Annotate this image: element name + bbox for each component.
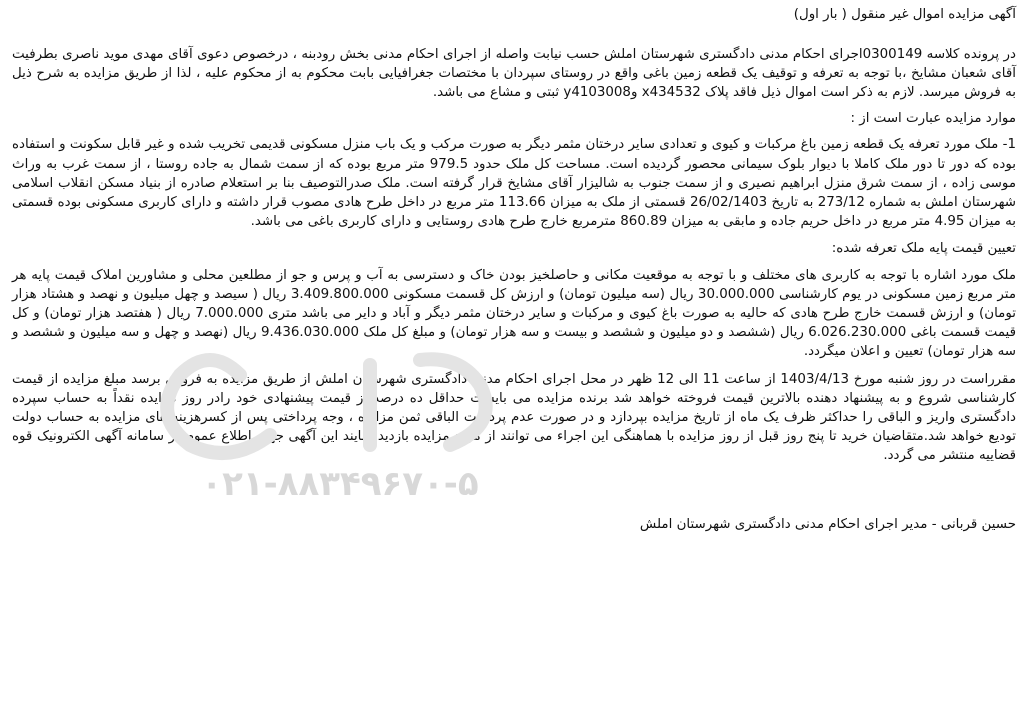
signature-line: حسین قربانی - مدیر اجرای احکام مدنی دادگستری شهرستان املش (639, 516, 1016, 532)
watermark-phone: ۰۲۱-۸۸۳۴۹۶۷۰-۵ (201, 464, 479, 504)
notice-intro-paragraph: در پرونده کلاسه 0300149اجرای احکام مدنی دادگستری شهرستان املش حسب نیابت واصله از اجرای احکام مدنی بخش رودبنه ، درخصوص دعوی آقای مهدی موید ناصری بطرفیت آقای شعبان مشایخ ،با توجه به تعرفه و توقیف یک قطعه زمین باغی واقع در روستای سپردان با مختصات جغرافیایی بابت محکوم به از محکوم علیه ، لذا از طریق مزایده به شرح ذیل به فروش میرسد. لازم به ذکر است اموال ذیل فاقد پلاک x434532 وy4103008 ثبتی و مشاع می باشد. (12, 47, 1016, 101)
auction-items-heading: موارد مزایده عبارت است از : (850, 111, 1016, 127)
auction-terms-paragraph: مقرراست در روز شنبه مورخ 1403/4/13 از ساعت 11 الی 12 ظهر در محل اجرای احکام مدنی دادگستری شهرستان املش از طریق مزایده به فروش برسد مبلغ مزایده از قیمت کارشناسی شروع و به پیشنهاد دهنده بالاترین قیمت فروخته خواهد شد برنده مزایده می بایست حداقل ده درصد از قیمت پیشنهادی خود رادر روز مزایده نقداً به حساب سپرده دادگستری واریز و الباقی را حداکثر ظرف یک ماه از تاریخ مزایده بپردازد و در صورت عدم پرداخت الباقی ثمن مزایده ، وجه پرداختی پس از کسرهزینه های مزایده به حساب دولت تودیع خواهد شد.متقاضیان خرید تا پنج روز قبل از روز مزایده با هماهنگی این اجراء می توانند از مورد مزایده بازدید نمایند این آگهی جهت اطلاع عموم در سامانه آگهی الکترونیک قوه قضاییه منتشر می گردد. (12, 371, 1017, 463)
notice-title: آگهی مزایده اموال غیر منقول ( بار اول) (793, 7, 1016, 22)
valuation-heading: تعیین قیمت پایه ملک تعرفه شده: (831, 240, 1016, 256)
auction-item-1-paragraph: 1- ملک مورد تعرفه یک قطعه زمین باغ مرکبات و کیوی و تعدادی سایر درختان مثمر دیگر به صورت مرکب و یک باب منزل مسکونی قدیمی تخریب شده و غیر قابل سکونت و استفاده بوده که دور تا دور ملک کاملا با دیوار بلوک سیمانی محصور گردیده است. مساحت کل ملک حدود 979.5 متر مربع بوده که از سمت شمال به جاده روستا ، از سمت غرب به وراث موسی زاده ، از سمت شرق منزل ابراهیم نصیری و از سمت جنوب به شالیزار آقای مشایخ قرار گرفته است. ملک صدرالتوصیف بنا بر استعلام صادره از بنیاد مسکن انقلاب اسلامی شهرستان املش به شماره 273/12 به تاریخ 26/02/1403 قسمتی از ملک به میزان 113.66 متر مربع در داخل طرح هادی مصوب قرار داشته و دارای کاربری مسکونی بوده قسمتی به میزان 4.95 متر مربع در داخل حریم جاده و مابقی به میزان 860.89 مترمربع خارج طرح هادی روستایی و دارای کاربری باغی می باشد. (12, 137, 1016, 229)
valuation-paragraph: ملک مورد اشاره با توجه به کاربری های مختلف و با توجه به موقعیت مکانی و حاصلخیز بودن خاک و دسترسی به آب و پرس و جو از مطلعین محلی و مشاورین املاک قیمت پایه هر متر مربع زمین مسکونی در یوم کارشناسی 30.000.000 ریال (سه میلیون تومان) و ارزش کل قسمت مسکونی 3.409.800.000 ریال ( سیصد و چهل میلیون و نهصد و هشتاد هزار تومان) و ارزش قسمت خارج طرح هادی که حالیه به صورت باغ کیوی و مرکبات و سایر درختان مثمر دیگر و آباد و دایر می باشد متری 7.000.000 ریال ( هفتصد هزار تومان) و کل قیمت قسمت باغی 6.026.230.000 ریال (ششصد و دو میلیون و ششصد و بیست و سه هزار تومان) و مبلغ کل ملک 9.436.030.000 ریال (نهصد و چهل و سه میلیون و ششصد و سه هزار تومان) تعیین و اعلان میگردد. (12, 268, 1017, 360)
